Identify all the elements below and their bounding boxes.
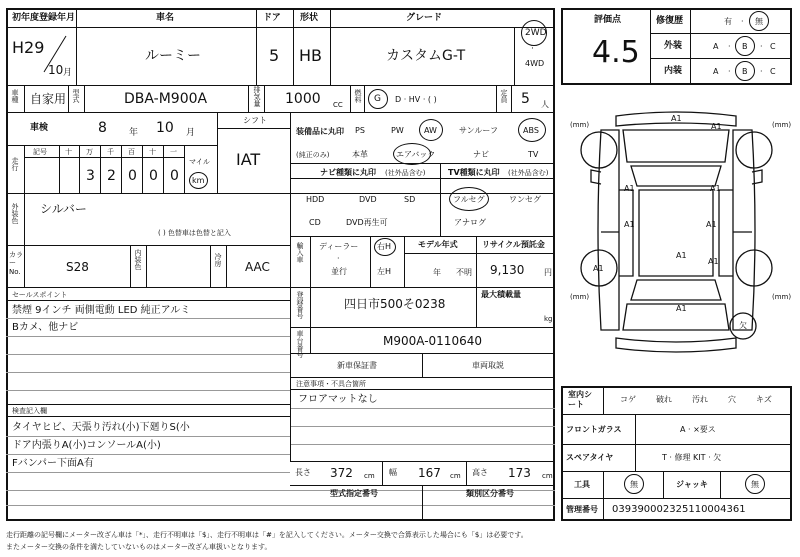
mileage-digit-2: 2: [107, 168, 116, 184]
usage: 自家用: [30, 92, 67, 106]
tread-fl: (mm): [570, 121, 590, 129]
interior-label: 内装: [664, 66, 683, 76]
inspection-year: 8: [98, 120, 107, 136]
diagram-mark-2: A1: [711, 122, 722, 131]
repair-no: 無: [755, 17, 763, 26]
mileage-sign-label: 記号: [33, 148, 47, 156]
warranty-label: 新車保証書: [337, 361, 377, 370]
repair-label: 修復歴: [656, 16, 684, 26]
inspector-label: 検査記入欄: [12, 407, 47, 415]
drive-4wd: 4WD: [525, 59, 545, 68]
type-approval-label: 型式指定番号: [330, 489, 378, 498]
exterior-c: C: [770, 42, 776, 51]
class-number-label: 類別区分番号: [466, 489, 514, 498]
tv-label: TV種類に丸印: [448, 168, 500, 177]
color-label: 外装色: [11, 203, 19, 224]
tread-rl: (mm): [570, 293, 590, 301]
seat-stain: 汚れ: [692, 395, 708, 404]
repair-yes: 有: [724, 17, 732, 26]
model-year-unknown: 不明: [456, 268, 472, 277]
recycle: 9,130: [490, 263, 525, 277]
mileage-digit-5: 0: [170, 168, 179, 184]
model: DBA-M900A: [124, 91, 208, 107]
right-h: 右H: [377, 242, 392, 251]
diagram-mark-5: A1: [624, 220, 635, 229]
diagram-mark-10: A1: [676, 304, 687, 313]
displacement-unit: CC: [333, 101, 343, 109]
seat-scorch: コゲ: [620, 395, 636, 404]
mileage-unit-1: 万: [86, 148, 93, 156]
capacity: 5: [521, 91, 530, 107]
mileage-unit-2: 千: [107, 148, 114, 156]
mileage-digit-1: 3: [86, 168, 95, 184]
color-no: S28: [66, 260, 89, 274]
load-label: 最大積載量: [481, 290, 521, 299]
inspector-line-1: タイヤヒビ、天張り汚れ(小)下廻りS(小: [12, 422, 190, 433]
width-unit: cm: [450, 472, 461, 480]
exterior-b: B: [742, 42, 748, 51]
diagram-mark-4: A1: [710, 184, 721, 193]
equip-airbag: エアバック: [396, 150, 436, 159]
doors: 5: [269, 46, 280, 65]
car-name-label: 車名: [156, 13, 175, 23]
spare-value: T · 修理 KIT · 欠: [662, 453, 722, 462]
management-value: 039390002325110004361: [612, 504, 746, 515]
diagram-mark-7: A1: [676, 251, 687, 260]
grade: カスタムG-T: [386, 48, 466, 64]
reg-month-unit: 月: [63, 68, 73, 78]
left-h: 左H: [377, 267, 392, 276]
equip-navi: ナビ: [473, 150, 489, 159]
displacement: 1000: [285, 91, 321, 107]
tools-value: 無: [630, 480, 638, 489]
manual-label: 車両取説: [472, 361, 504, 370]
inspection-year-unit: 年: [129, 128, 139, 138]
exterior-dot-2: ·: [760, 42, 763, 51]
windshield-label: フロントガラス: [566, 425, 622, 434]
interior-dot-2: ·: [760, 67, 763, 76]
shift-label: シフト: [243, 116, 267, 125]
seat-label: 室内シート: [568, 390, 592, 410]
mileage-digit-3: 0: [128, 168, 137, 184]
door-label: ドア: [263, 13, 281, 23]
grade-label: グレード: [406, 13, 443, 23]
chassis-label: 車台番号: [296, 330, 304, 358]
inspector-line-3: Fバンパー下面A有: [12, 458, 94, 469]
interior-a: A: [713, 67, 719, 76]
navi-hdd: HDD: [306, 195, 325, 204]
equip-abs: ABS: [523, 126, 539, 135]
drive-2wd: 2WD: [525, 28, 547, 38]
diagram-mark-6: A1: [706, 220, 717, 229]
tread-rr: (mm): [772, 293, 792, 301]
tread-fr: (mm): [772, 121, 792, 129]
mile-label: マイル: [189, 158, 210, 166]
mileage-unit-5: 一: [170, 148, 177, 156]
equip-aw: AW: [424, 126, 437, 135]
tv-note: (社外品含む): [508, 169, 549, 177]
load-unit: kg: [544, 315, 553, 323]
fuel-label: 燃料: [354, 89, 362, 103]
seat-scratch: キズ: [756, 395, 772, 404]
shape-label: 形状: [300, 13, 319, 23]
navi-dvd-play: DVD再生可: [346, 218, 388, 227]
tv-analog: アナログ: [454, 218, 486, 227]
footer-line-1: 走行距離の記号欄にメーター改ざん車は「*」、走行不明車は「$」、走行不明車は「#」を記入してください。メーター交換で合算表示した場合にも「$」は必要です。: [6, 531, 528, 539]
registration: 四日市500そ0238: [344, 297, 446, 311]
mileage-unit-0: 十: [65, 148, 72, 156]
equip-ps: PS: [355, 126, 365, 135]
displacement-label: 排気量: [253, 86, 261, 107]
registration-label: 登録番号: [296, 291, 304, 319]
equipment-sublabel: (純正のみ): [296, 151, 330, 159]
recycle-label: リサイクル預託金: [482, 240, 545, 249]
diagram-mark-8: A1: [708, 257, 719, 266]
color-value: シルバー: [40, 202, 87, 216]
inspection-month: 10: [156, 120, 174, 136]
model-year-label: モデル年式: [418, 240, 458, 249]
length: 372: [330, 466, 353, 480]
exterior-label: 外装: [664, 41, 683, 51]
import-label: 輸入車: [296, 242, 304, 263]
inspector-line-2: ドア内張りA(小)コンソールA(小): [12, 440, 161, 451]
diagram-mark-1: A1: [671, 114, 682, 123]
interior-dot-1: ·: [728, 67, 731, 76]
tv-oneseg: ワンセグ: [509, 195, 541, 204]
interior-c: C: [770, 67, 776, 76]
import-parallel: 並行: [331, 267, 347, 276]
reg-era: H29: [12, 38, 45, 57]
seat-hole: 穴: [728, 395, 736, 404]
mileage-label: 走行: [11, 157, 19, 171]
repair-dot: ·: [741, 17, 744, 26]
color-no-label: カラーNo.: [9, 251, 23, 276]
diagram-mark-9: A1: [593, 264, 604, 273]
exterior-dot-1: ·: [728, 42, 731, 51]
spare-label: スペアタイヤ: [566, 453, 614, 462]
navi-sd: SD: [404, 195, 416, 204]
height: 173: [508, 466, 531, 480]
ac: AAC: [245, 260, 270, 274]
equip-tv: TV: [528, 150, 539, 159]
score-label: 評価点: [594, 15, 622, 25]
navi-dvd: DVD: [359, 195, 377, 204]
width-label: 幅: [389, 468, 397, 477]
mileage-digit-4: 0: [149, 168, 158, 184]
import-dot: ·: [337, 254, 340, 263]
chassis: M900A-0110640: [383, 334, 482, 348]
inspection-month-unit: 月: [186, 128, 196, 138]
footer-line-2: またメーター交換の条件を満たしていないものはメーター改ざん車扱いとなります。: [6, 543, 272, 551]
tools-label: 工具: [574, 480, 590, 489]
notes-text: フロアマットなし: [298, 394, 378, 405]
notes-label: 注意事項・不具合箇所: [296, 380, 366, 388]
fuel-rest: D · HV · ( ): [395, 95, 437, 104]
mileage-unit-4: 十: [149, 148, 156, 156]
score: 4.5: [592, 35, 640, 70]
reg-month: 10: [48, 63, 64, 77]
capacity-unit: 人: [541, 100, 549, 109]
navi-note: (社外品含む): [385, 169, 426, 177]
km-label: km: [192, 176, 205, 185]
navi-cd: CD: [309, 218, 321, 227]
management-label: 管理番号: [566, 505, 598, 514]
reg-year-label: 初年度登録年月: [12, 13, 76, 23]
capacity-label: 定員: [500, 89, 508, 103]
color-note: ( ) 色替車は色替と記入: [158, 229, 231, 237]
width: 167: [418, 466, 441, 480]
inspection-label: 車検: [30, 123, 49, 133]
equip-pw: PW: [391, 126, 404, 135]
car-diagram: [561, 90, 792, 380]
navi-label: ナビ種類に丸印: [320, 168, 376, 177]
length-label: 長さ: [295, 468, 311, 477]
equip-sunroof: サンルーフ: [459, 126, 498, 135]
sales-points-label: セールスポイント: [12, 291, 68, 299]
diagram-mark-3: A1: [624, 184, 635, 193]
usage-label: 車種: [11, 89, 19, 103]
model-year-unit: 年: [433, 268, 441, 277]
shift: IAT: [236, 150, 261, 169]
tv-fullseg: フルセグ: [453, 195, 485, 204]
equipment-label: 装備品に丸印: [296, 127, 344, 136]
fuel-g: G: [374, 94, 381, 104]
ac-label: 冷房: [214, 253, 222, 267]
equip-leather: 本革: [352, 150, 368, 159]
seat-tear: 破れ: [656, 395, 672, 404]
diagram-mark-11: 欠: [739, 321, 747, 330]
car-name: ルーミー: [145, 48, 201, 64]
interior-b: B: [742, 67, 748, 76]
shape: HB: [299, 46, 323, 65]
jack-value: 無: [751, 480, 759, 489]
recycle-unit: 円: [544, 268, 552, 277]
height-label: 高さ: [472, 468, 488, 477]
windshield-value: A · ×要ス: [680, 425, 716, 434]
model-label: 型式: [72, 89, 80, 103]
sales-point-line-1: 禁煙 9インチ 両側電動 LED 純正アルミ: [12, 305, 191, 316]
drive-dot: ·: [531, 44, 534, 54]
import-dealer: ディーラー: [319, 242, 359, 251]
height-unit: cm: [542, 472, 553, 480]
length-unit: cm: [364, 472, 375, 480]
interior-color-label: 内装色: [134, 249, 142, 270]
mileage-unit-3: 百: [128, 148, 135, 156]
sales-point-line-2: Bカメ、他ナビ: [12, 322, 79, 333]
exterior-a: A: [713, 42, 719, 51]
jack-label: ジャッキ: [676, 480, 708, 489]
